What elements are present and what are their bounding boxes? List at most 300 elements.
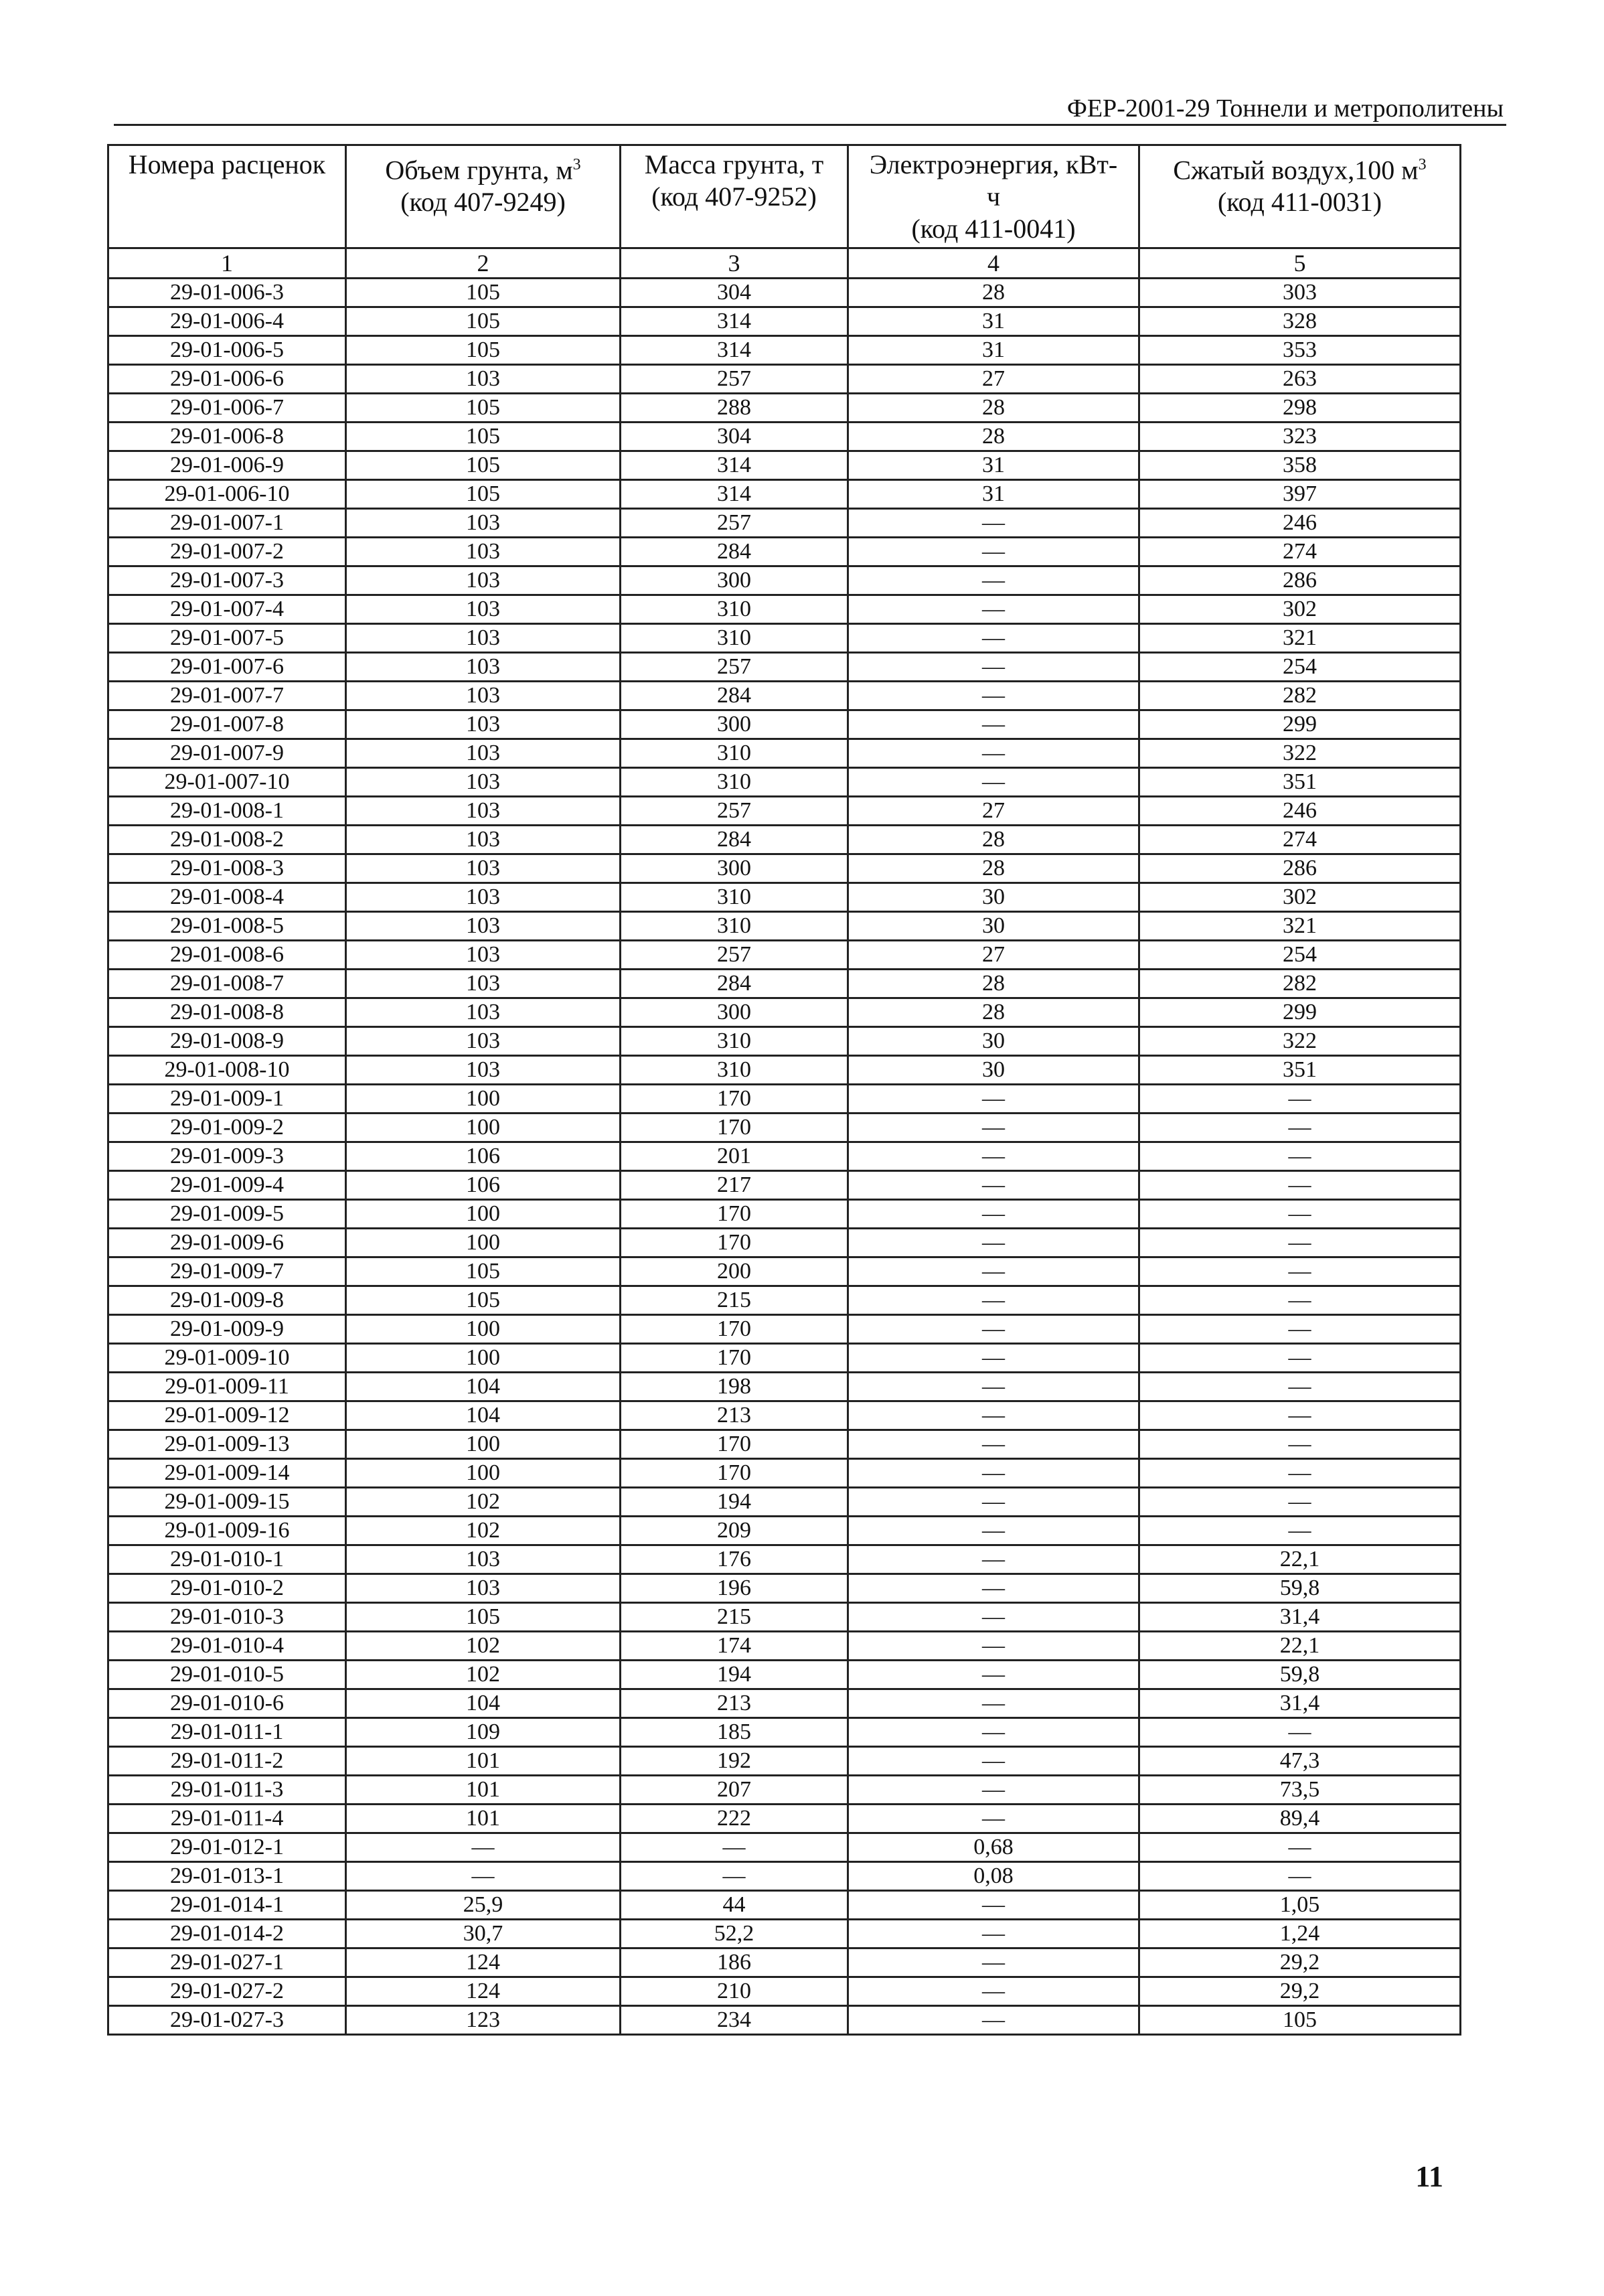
value-cell: 310 <box>621 912 848 941</box>
value-cell: — <box>848 1229 1139 1257</box>
value-cell: 300 <box>621 566 848 595</box>
value-cell: 103 <box>346 854 621 883</box>
value-cell: — <box>848 1689 1139 1718</box>
value-cell: — <box>1139 1833 1461 1862</box>
value-cell: — <box>848 1114 1139 1142</box>
table-row <box>108 1920 1461 1948</box>
value-cell: — <box>346 1833 621 1862</box>
column-header-line: (код 411-0031) <box>1217 187 1382 218</box>
column-header-line: Номера расценок <box>128 149 326 179</box>
rate-code-cell: 29-01-006-6 <box>108 365 346 394</box>
table-body <box>108 279 1461 2035</box>
value-cell: 314 <box>621 451 848 480</box>
value-cell: — <box>1139 1114 1461 1142</box>
value-cell: — <box>1139 1430 1461 1459</box>
table-row <box>108 1603 1461 1632</box>
value-cell: 27 <box>848 797 1139 826</box>
value-cell: 100 <box>346 1459 621 1488</box>
value-cell: 28 <box>848 394 1139 423</box>
rate-code-cell: 29-01-009-5 <box>108 1200 346 1229</box>
value-cell: 217 <box>621 1171 848 1200</box>
value-cell: — <box>848 1401 1139 1430</box>
value-cell: 30 <box>848 883 1139 912</box>
value-cell: 263 <box>1139 365 1461 394</box>
value-cell: — <box>1139 1085 1461 1114</box>
table-row <box>108 509 1461 538</box>
value-cell: 100 <box>346 1114 621 1142</box>
value-cell: — <box>1139 1862 1461 1891</box>
value-cell: 192 <box>621 1747 848 1776</box>
value-cell: 209 <box>621 1517 848 1545</box>
table-row <box>108 739 1461 768</box>
value-cell: — <box>1139 1401 1461 1430</box>
value-cell: — <box>848 768 1139 797</box>
rate-code-cell: 29-01-007-2 <box>108 538 346 566</box>
table-row <box>108 826 1461 854</box>
table-row <box>108 1200 1461 1229</box>
rate-code-cell: 29-01-009-15 <box>108 1488 346 1517</box>
value-cell: 310 <box>621 624 848 653</box>
value-cell: 286 <box>1139 566 1461 595</box>
column-number: 2 <box>346 248 621 279</box>
table-row <box>108 1257 1461 1286</box>
value-cell: 103 <box>346 624 621 653</box>
value-cell: 310 <box>621 883 848 912</box>
column-header-line: Объем грунта, $м^3$ <box>385 155 581 185</box>
value-cell: 353 <box>1139 336 1461 365</box>
value-cell: — <box>1139 1257 1461 1286</box>
table-row <box>108 1776 1461 1805</box>
value-cell: 201 <box>621 1142 848 1171</box>
value-cell: 314 <box>621 307 848 336</box>
table-row <box>108 1373 1461 1401</box>
table-row <box>108 423 1461 451</box>
rate-code-cell: 29-01-014-1 <box>108 1891 346 1920</box>
rate-code-cell: 29-01-010-3 <box>108 1603 346 1632</box>
table-row <box>108 1661 1461 1689</box>
value-cell: 103 <box>346 1027 621 1056</box>
rate-code-cell: 29-01-009-14 <box>108 1459 346 1488</box>
rate-code-cell: 29-01-011-3 <box>108 1776 346 1805</box>
unit-superscript: 3 <box>1418 156 1427 173</box>
value-cell: — <box>848 595 1139 624</box>
rate-code-cell: 29-01-006-10 <box>108 480 346 509</box>
value-cell: 288 <box>621 394 848 423</box>
value-cell: 103 <box>346 970 621 998</box>
value-cell: 207 <box>621 1776 848 1805</box>
value-cell: 176 <box>621 1545 848 1574</box>
value-cell: 30,7 <box>346 1920 621 1948</box>
value-cell: — <box>1139 1142 1461 1171</box>
rate-code-cell: 29-01-007-8 <box>108 710 346 739</box>
column-number-row <box>108 248 1461 279</box>
value-cell: 103 <box>346 797 621 826</box>
value-cell: 101 <box>346 1747 621 1776</box>
table-row <box>108 307 1461 336</box>
table-row <box>108 2006 1461 2035</box>
value-cell: — <box>848 538 1139 566</box>
table-row <box>108 1632 1461 1661</box>
table-row <box>108 365 1461 394</box>
value-cell: 100 <box>346 1085 621 1114</box>
page-number: 11 <box>1415 2160 1443 2193</box>
value-cell: — <box>1139 1171 1461 1200</box>
column-number: 3 <box>621 248 848 279</box>
rate-code-cell: 29-01-007-5 <box>108 624 346 653</box>
value-cell: 314 <box>621 480 848 509</box>
value-cell: — <box>621 1862 848 1891</box>
value-cell: — <box>848 1488 1139 1517</box>
table-row <box>108 595 1461 624</box>
value-cell: 222 <box>621 1805 848 1833</box>
value-cell: 31 <box>848 307 1139 336</box>
rate-code-cell: 29-01-012-1 <box>108 1833 346 1862</box>
value-cell: 397 <box>1139 480 1461 509</box>
value-cell: 310 <box>621 739 848 768</box>
value-cell: 103 <box>346 595 621 624</box>
rate-code-cell: 29-01-008-9 <box>108 1027 346 1056</box>
value-cell: 103 <box>346 739 621 768</box>
column-header <box>621 145 848 248</box>
value-cell: 210 <box>621 1977 848 2006</box>
table-row <box>108 1459 1461 1488</box>
value-cell: — <box>1139 1315 1461 1344</box>
value-cell: 170 <box>621 1200 848 1229</box>
value-cell: 105 <box>346 480 621 509</box>
table-row <box>108 480 1461 509</box>
value-cell: 103 <box>346 1574 621 1603</box>
value-cell: 103 <box>346 653 621 682</box>
rate-code-cell: 29-01-014-2 <box>108 1920 346 1948</box>
value-cell: — <box>848 653 1139 682</box>
value-cell: 44 <box>621 1891 848 1920</box>
value-cell: 89,4 <box>1139 1805 1461 1833</box>
value-cell: 103 <box>346 1056 621 1085</box>
value-cell: — <box>848 739 1139 768</box>
rate-code-cell: 29-01-011-4 <box>108 1805 346 1833</box>
table-row <box>108 538 1461 566</box>
value-cell: — <box>848 2006 1139 2035</box>
value-cell: 213 <box>621 1689 848 1718</box>
value-cell: — <box>621 1833 848 1862</box>
value-cell: 302 <box>1139 595 1461 624</box>
value-cell: 104 <box>346 1401 621 1430</box>
value-cell: 100 <box>346 1200 621 1229</box>
value-cell: 109 <box>346 1718 621 1747</box>
value-cell: 103 <box>346 365 621 394</box>
value-cell: 103 <box>346 941 621 970</box>
value-cell: 102 <box>346 1517 621 1545</box>
table-row <box>108 566 1461 595</box>
table-row <box>108 653 1461 682</box>
value-cell: 300 <box>621 998 848 1027</box>
rate-code-cell: 29-01-007-1 <box>108 509 346 538</box>
value-cell: 215 <box>621 1603 848 1632</box>
value-cell: 103 <box>346 538 621 566</box>
table-row <box>108 336 1461 365</box>
value-cell: 22,1 <box>1139 1545 1461 1574</box>
header-rule <box>114 124 1506 126</box>
value-cell: 28 <box>848 998 1139 1027</box>
rate-code-cell: 29-01-009-16 <box>108 1517 346 1545</box>
rate-code-cell: 29-01-011-1 <box>108 1718 346 1747</box>
value-cell: 314 <box>621 336 848 365</box>
value-cell: — <box>848 1661 1139 1689</box>
price-table <box>107 144 1461 2036</box>
value-cell: 1,24 <box>1139 1920 1461 1948</box>
column-header <box>848 145 1139 248</box>
table-row <box>108 682 1461 710</box>
table-row <box>108 1430 1461 1459</box>
value-cell: 0,08 <box>848 1862 1139 1891</box>
value-cell: 170 <box>621 1315 848 1344</box>
value-cell: 194 <box>621 1488 848 1517</box>
table-header-row <box>108 145 1461 248</box>
value-cell: 321 <box>1139 912 1461 941</box>
table-row <box>108 279 1461 307</box>
rate-code-cell: 29-01-007-9 <box>108 739 346 768</box>
table-row <box>108 1718 1461 1747</box>
column-header-line: Электроэнергия, кВт- <box>869 149 1118 179</box>
value-cell: 303 <box>1139 279 1461 307</box>
value-cell: 170 <box>621 1114 848 1142</box>
table-row <box>108 1315 1461 1344</box>
column-header-line: Масса грунта, т <box>644 149 824 179</box>
rate-code-cell: 29-01-009-12 <box>108 1401 346 1430</box>
column-number: 1 <box>108 248 346 279</box>
value-cell: — <box>848 1286 1139 1315</box>
value-cell: 0,68 <box>848 1833 1139 1862</box>
value-cell: 170 <box>621 1344 848 1373</box>
value-cell: — <box>1139 1718 1461 1747</box>
table-row <box>108 998 1461 1027</box>
rate-code-cell: 29-01-007-6 <box>108 653 346 682</box>
value-cell: 103 <box>346 1545 621 1574</box>
table-row <box>108 1891 1461 1920</box>
value-cell: 298 <box>1139 394 1461 423</box>
value-cell: 29,2 <box>1139 1977 1461 2006</box>
value-cell: 30 <box>848 1027 1139 1056</box>
value-cell: 274 <box>1139 826 1461 854</box>
table-row <box>108 1401 1461 1430</box>
value-cell: 22,1 <box>1139 1632 1461 1661</box>
value-cell: 101 <box>346 1776 621 1805</box>
value-cell: 200 <box>621 1257 848 1286</box>
rate-code-cell: 29-01-006-9 <box>108 451 346 480</box>
value-cell: 73,5 <box>1139 1776 1461 1805</box>
value-cell: 284 <box>621 538 848 566</box>
value-cell: — <box>848 1344 1139 1373</box>
rate-code-cell: 29-01-010-5 <box>108 1661 346 1689</box>
table-row <box>108 854 1461 883</box>
value-cell: 257 <box>621 941 848 970</box>
value-cell: 59,8 <box>1139 1574 1461 1603</box>
value-cell: — <box>1139 1459 1461 1488</box>
value-cell: 105 <box>346 279 621 307</box>
table-row <box>108 1948 1461 1977</box>
value-cell: 106 <box>346 1171 621 1200</box>
rate-code-cell: 29-01-008-10 <box>108 1056 346 1085</box>
value-cell: 100 <box>346 1315 621 1344</box>
value-cell: 196 <box>621 1574 848 1603</box>
value-cell: 105 <box>346 394 621 423</box>
value-cell: 257 <box>621 653 848 682</box>
value-cell: — <box>848 1430 1139 1459</box>
value-cell: 31 <box>848 480 1139 509</box>
value-cell: — <box>848 1257 1139 1286</box>
rate-code-cell: 29-01-009-10 <box>108 1344 346 1373</box>
value-cell: — <box>848 1315 1139 1344</box>
rate-code-cell: 29-01-008-1 <box>108 797 346 826</box>
rate-code-cell: 29-01-006-3 <box>108 279 346 307</box>
table-row <box>108 1545 1461 1574</box>
value-cell: 25,9 <box>346 1891 621 1920</box>
value-cell: — <box>848 1373 1139 1401</box>
table-row <box>108 1747 1461 1776</box>
value-cell: 322 <box>1139 739 1461 768</box>
value-cell: 304 <box>621 423 848 451</box>
table-row <box>108 451 1461 480</box>
value-cell: — <box>848 1142 1139 1171</box>
value-cell: 194 <box>621 1661 848 1689</box>
rate-code-cell: 29-01-008-4 <box>108 883 346 912</box>
value-cell: — <box>848 1085 1139 1114</box>
value-cell: 284 <box>621 682 848 710</box>
value-cell: 28 <box>848 970 1139 998</box>
value-cell: 102 <box>346 1632 621 1661</box>
value-cell: 123 <box>346 2006 621 2035</box>
table-row <box>108 1833 1461 1862</box>
value-cell: 28 <box>848 854 1139 883</box>
rate-code-cell: 29-01-011-2 <box>108 1747 346 1776</box>
column-header-line: Сжатый воздух,100 $м^3$ <box>1173 155 1427 185</box>
rate-code-cell: 29-01-007-10 <box>108 768 346 797</box>
value-cell: 299 <box>1139 710 1461 739</box>
value-cell: — <box>848 566 1139 595</box>
value-cell: 300 <box>621 710 848 739</box>
value-cell: 30 <box>848 912 1139 941</box>
value-cell: 1,05 <box>1139 1891 1461 1920</box>
column-header-line: (код 411-0041) <box>911 214 1076 244</box>
value-cell: 104 <box>346 1373 621 1401</box>
rate-code-cell: 29-01-009-6 <box>108 1229 346 1257</box>
table-row <box>108 1862 1461 1891</box>
value-cell: 103 <box>346 509 621 538</box>
value-cell: — <box>848 1891 1139 1920</box>
value-cell: 31,4 <box>1139 1603 1461 1632</box>
value-cell: 170 <box>621 1430 848 1459</box>
rate-code-cell: 29-01-007-7 <box>108 682 346 710</box>
value-cell: — <box>1139 1517 1461 1545</box>
value-cell: 304 <box>621 279 848 307</box>
rate-code-cell: 29-01-010-6 <box>108 1689 346 1718</box>
value-cell: 170 <box>621 1459 848 1488</box>
table-row <box>108 710 1461 739</box>
value-cell: — <box>848 1776 1139 1805</box>
table-row <box>108 1689 1461 1718</box>
rate-code-cell: 29-01-006-5 <box>108 336 346 365</box>
column-number: 5 <box>1139 248 1461 279</box>
rate-code-cell: 29-01-009-9 <box>108 1315 346 1344</box>
value-cell: 198 <box>621 1373 848 1401</box>
value-cell: 59,8 <box>1139 1661 1461 1689</box>
rate-code-cell: 29-01-007-4 <box>108 595 346 624</box>
value-cell: — <box>848 1603 1139 1632</box>
value-cell: 105 <box>346 1603 621 1632</box>
table-row <box>108 1142 1461 1171</box>
value-cell: 47,3 <box>1139 1747 1461 1776</box>
table-row <box>108 1085 1461 1114</box>
value-cell: 105 <box>346 451 621 480</box>
table-row <box>108 797 1461 826</box>
value-cell: — <box>848 1920 1139 1948</box>
value-cell: 310 <box>621 1056 848 1085</box>
value-cell: 310 <box>621 768 848 797</box>
value-cell: 103 <box>346 710 621 739</box>
value-cell: 321 <box>1139 624 1461 653</box>
value-cell: 27 <box>848 941 1139 970</box>
table-row <box>108 941 1461 970</box>
rate-code-cell: 29-01-027-1 <box>108 1948 346 1977</box>
value-cell: 254 <box>1139 941 1461 970</box>
value-cell: 103 <box>346 768 621 797</box>
value-cell: — <box>1139 1229 1461 1257</box>
table-row <box>108 970 1461 998</box>
value-cell: 31,4 <box>1139 1689 1461 1718</box>
rate-code-cell: 29-01-008-2 <box>108 826 346 854</box>
value-cell: 302 <box>1139 883 1461 912</box>
value-cell: 103 <box>346 566 621 595</box>
table-row <box>108 1488 1461 1517</box>
value-cell: 286 <box>1139 854 1461 883</box>
column-header <box>1139 145 1461 248</box>
value-cell: 254 <box>1139 653 1461 682</box>
value-cell: — <box>848 1977 1139 2006</box>
table-row <box>108 1027 1461 1056</box>
table-row <box>108 1171 1461 1200</box>
value-cell: 310 <box>621 595 848 624</box>
value-cell: 358 <box>1139 451 1461 480</box>
value-cell: — <box>1139 1344 1461 1373</box>
value-cell: 105 <box>346 1257 621 1286</box>
value-cell: 103 <box>346 682 621 710</box>
value-cell: 284 <box>621 826 848 854</box>
rate-code-cell: 29-01-009-7 <box>108 1257 346 1286</box>
rate-code-cell: 29-01-010-2 <box>108 1574 346 1603</box>
rate-code-cell: 29-01-006-4 <box>108 307 346 336</box>
value-cell: 310 <box>621 1027 848 1056</box>
value-cell: 103 <box>346 998 621 1027</box>
value-cell: 284 <box>621 970 848 998</box>
table-row <box>108 1344 1461 1373</box>
value-cell: 105 <box>346 423 621 451</box>
value-cell: 104 <box>346 1689 621 1718</box>
table-row <box>108 1056 1461 1085</box>
rate-code-cell: 29-01-008-5 <box>108 912 346 941</box>
value-cell: 103 <box>346 883 621 912</box>
value-cell: 105 <box>346 1286 621 1315</box>
value-cell: — <box>848 1545 1139 1574</box>
value-cell: — <box>848 1747 1139 1776</box>
table-row <box>108 1229 1461 1257</box>
rate-code-cell: 29-01-009-2 <box>108 1114 346 1142</box>
rate-code-cell: 29-01-009-11 <box>108 1373 346 1401</box>
rate-code-cell: 29-01-009-13 <box>108 1430 346 1459</box>
table-row <box>108 394 1461 423</box>
value-cell: 213 <box>621 1401 848 1430</box>
value-cell: 328 <box>1139 307 1461 336</box>
rate-code-cell: 29-01-010-4 <box>108 1632 346 1661</box>
